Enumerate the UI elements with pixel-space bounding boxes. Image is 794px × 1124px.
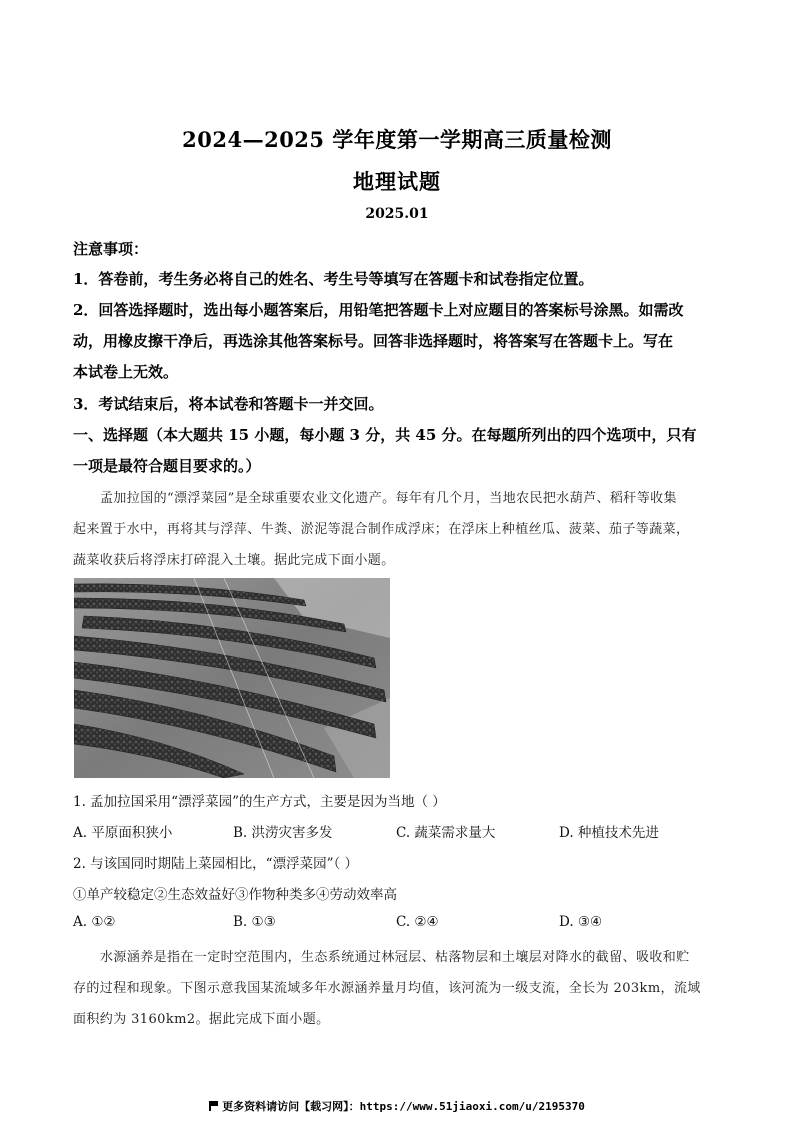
- passage-1-line-1: 孟加拉国的“漂浮菜园”是全球重要农业文化遗产。每年有几个月，当地农民把水葫芦、稻秆等收集: [100, 491, 677, 506]
- flag-icon: [209, 1101, 218, 1111]
- section-heading-line-2: 一项是最符合题目要求的。）: [73, 457, 261, 475]
- notice-item-2-line-1: 2．回答选择题时，选出每小题答案后，用铅笔把答题卡上对应题目的答案标号涂黑。如需改: [73, 301, 684, 319]
- passage-2-line-3: 面积约为 3160km2。据此完成下面小题。: [73, 1012, 330, 1027]
- section-heading-line-1: 一、选择题（本大题共 15 小题，每小题 3 分，共 45 分。在每题所列出的四个选项中，只有: [73, 426, 697, 444]
- passage-1-line-3: 蔬菜收获后将浮床打碎混入土壤。据此完成下面小题。: [73, 553, 395, 568]
- notice-item-2-line-2: 动，用橡皮擦干净后，再选涂其他答案标号。回答非选择题时，将答案写在答题卡上。写在: [73, 332, 674, 350]
- notice-item-1: 1．答卷前，考生务必将自己的姓名、考生号等填写在答题卡和试卷指定位置。: [73, 270, 594, 288]
- question-2-option-b[interactable]: B. ①③: [233, 914, 276, 930]
- question-2-option-d[interactable]: D. ③④: [559, 914, 603, 930]
- exam-title: 2024—2025 学年度第一学期高三质量检测: [182, 127, 612, 152]
- floating-garden-photo: [74, 578, 390, 778]
- passage-2-line-1: 水源涵养是指在一定时空范围内，生态系统通过林冠层、枯落物层和土壤层对降水的截留、吸收和贮: [100, 950, 690, 965]
- footer-link[interactable]: [0, 1098, 794, 1114]
- footer-text: 更多资料请访问【载习网】：https://www.51jiaoxi.com/u/2195370: [222, 1100, 585, 1113]
- passage-1-line-2: 起来置于水中，再将其与浮萍、牛粪、淤泥等混合制作成浮床；在浮床上种植丝瓜、菠菜、茄子等蔬菜，: [73, 522, 690, 537]
- question-1-option-c[interactable]: C. 蔬菜需求量大: [396, 825, 496, 841]
- subject-title: 地理试题: [353, 169, 441, 194]
- question-2-stem: 2. 与该国同时期陆上菜园相比，“漂浮菜园”（ ）: [73, 856, 359, 872]
- question-2-statements: ①单产较稳定②生态效益好③作物种类多④劳动效率高: [73, 887, 397, 903]
- question-1-option-d[interactable]: D. 种植技术先进: [559, 825, 659, 841]
- question-2-option-c[interactable]: C. ②④: [396, 914, 439, 930]
- notice-item-3: 3．考试结束后，将本试卷和答题卡一并交回。: [73, 395, 384, 413]
- question-1-stem: 1. 孟加拉国采用“漂浮菜园”的生产方式，主要是因为当地（ ）: [73, 794, 446, 810]
- exam-date: 2025.01: [365, 206, 429, 222]
- question-2-option-a[interactable]: A. ①②: [73, 914, 116, 930]
- question-1-option-a[interactable]: A. 平原面积狭小: [73, 825, 173, 841]
- notice-heading: 注意事项：: [73, 240, 149, 258]
- notice-item-2-line-3: 本试卷上无效。: [73, 363, 179, 381]
- question-1-option-b[interactable]: B. 洪涝灾害多发: [233, 825, 333, 841]
- passage-2-line-2: 存的过程和现象。下图示意我国某流域多年水源涵养量月均值，该河流为一级支流，全长为 203km，流域: [73, 981, 701, 996]
